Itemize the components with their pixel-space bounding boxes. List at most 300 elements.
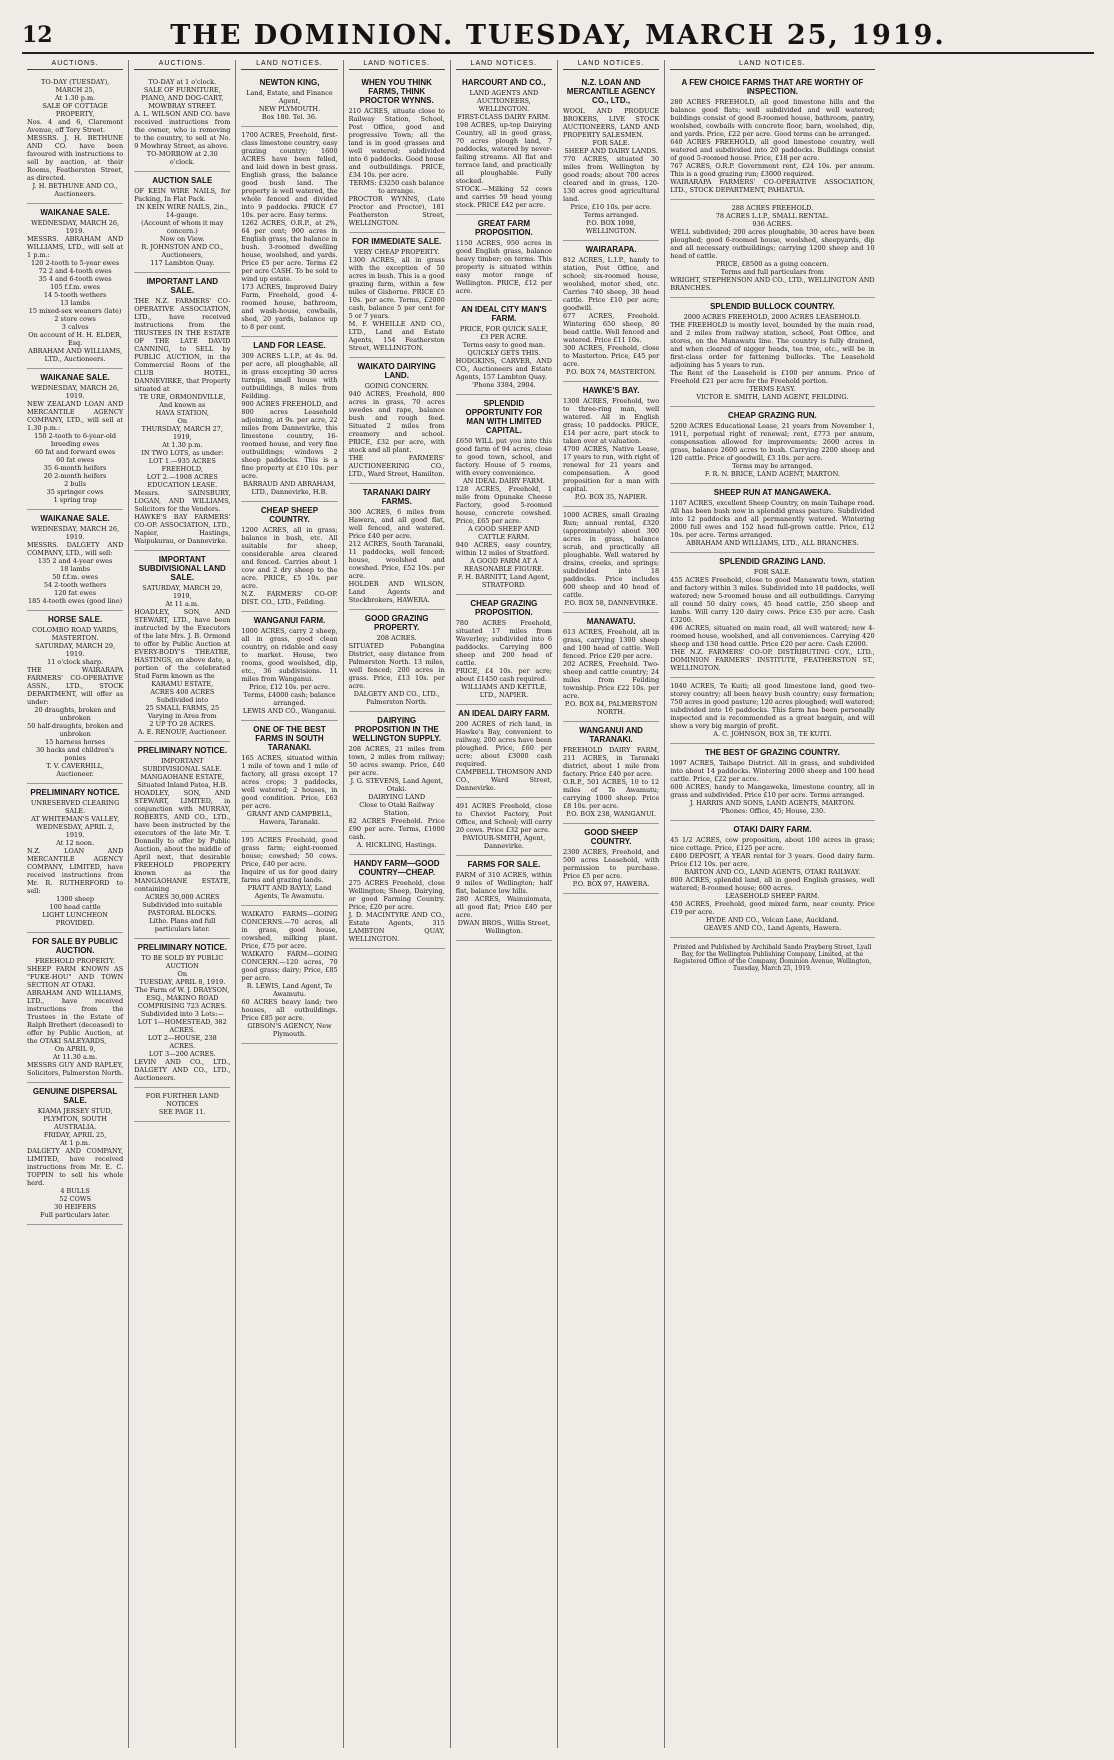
ad-text: TERMS: £3250 cash balance to arrange. [349,179,445,195]
column-heading: LAND NOTICES. [456,60,552,70]
ad-text: LOT 3—200 ACRES. [148,1050,216,1058]
ad-text: LEVIN AND CO., LTD., DALGETY AND CO., LTD., Auctioneers. [134,1058,231,1082]
ad-text: TERMS EASY. [749,385,796,393]
ad-text: 20 2-month heifers [43,472,107,480]
ad-text: TO-DAY at 1 o'clock. [148,78,217,86]
ad-text: 210 ACRES, situate close to Railway Station, School, Post Office, good and progressive Town; all the land is in good grasses and well watered; subdivided into 6 paddocks. Good house and outbuildings. PRICE, £34 10s. per acre. [348,107,445,179]
ad-text: At 1.30 p.m. [54,94,96,102]
ad-text: HOLDER AND WILSON, Land Agents and Stockbrokers, HAWERA. [348,580,445,604]
advertisement [134,74,230,172]
ad-title: CHEAP SHEEP COUNTRY. [260,506,319,524]
ad-text: 600 ACRES, handy to Mangaweka, limestone country, all in grass and subdivided. Price £10 per acre. Terms arranged. [670,783,875,799]
ad-title: HORSE SALE. [47,615,103,624]
ad-text: Terms may be arranged. [732,462,813,470]
ad-text: SALE OF COTTAGE PROPERTY, [42,102,108,118]
ad-title: AN IDEAL DAIRY FARM. [458,709,550,718]
ad-text: Subdivided into [156,696,209,704]
column-4 [344,60,451,1748]
ad-text: 30 HEIFERS [54,1203,97,1211]
ad-text: 45 1/2 ACRES, cow proposition, about 100 acres in grass; nice cottage. Price, £125 per acre. [670,836,875,852]
column-heading: LAND NOTICES. [241,60,337,70]
advertisement [134,551,230,742]
ad-text: Box 180. Tel. 36. [261,113,318,121]
ad-text: THURSDAY, MARCH 27, 1919, [141,425,223,441]
ad-text: LOT 1.—935 ACRES FREEHOLD, [148,457,216,473]
ad-text: MOWBRAY STREET. [148,102,217,110]
ad-text: SEE PAGE 11. [158,1108,206,1116]
ad-text: 18 lambs [60,565,91,573]
ad-text: 185 4-tooth ewes (good line) [27,597,123,605]
advertisement [27,510,123,611]
ad-text: PRICE, £8500 as a going concern. [715,260,829,268]
ad-text: P.O. BOX 84, PALMERSTON NORTH. [564,700,658,716]
ad-title: N.Z. LOAN AND MERCANTILE AGENCY CO., LTD., [566,78,656,105]
imprint-footer: Printed and Published by Archibald Sando Prayberg Street, Lyall Bay, for the Wellington Publishing Company, Limited, at the Registered Office of the Company, Dominion Avenue, Wellington, Tuesday, March 25, 1919. [673,944,872,972]
advertisement [563,382,659,507]
ad-text: HYDE AND CO., Volcan Lane, Auckland. [705,916,839,924]
ad-title: PRELIMINARY NOTICE. [30,788,120,797]
ad-text: HAWKE'S BAY FARMERS' CO-OP. ASSOCIATION, LTD., Napier, Hastings, Waipukurau, or Dannevirke. [134,513,231,545]
ad-text: MESSRS GUY AND RAPLEY, Solicitors, Palmerston North. [27,1061,124,1077]
ad-title: WAIKANAE SALE. [40,373,110,382]
ad-text: 11 o'clock sharp. [47,658,104,666]
ad-text: Terms, £4000 cash; balance arranged. [243,691,336,707]
ad-text: 1300 ACRES, all in grass with the exception of 50 acres in bush. This is a good grazing farm, within a few miles of Gisborne. PRICE £5 10s. per acre. Terms, £2000 cash, balance 5 per cent for 5 or 7 years. [348,256,445,320]
ad-text: Terms and full particulars from [720,268,824,276]
ad-text: DAIRYING LAND [368,793,426,801]
advertisement [670,553,874,678]
ad-text: Price, £12 10s. per acre. [248,683,331,691]
ad-text: 150 2-tooth to 6-year-old breeding ewes [34,432,117,448]
ad-text: At 11.30 a.m. [53,1053,98,1061]
ad-text: WEDNESDAY, MARCH 26, 1919. [31,525,120,541]
ad-text: 50 half-draughts, broken and unbroken [27,722,124,738]
ad-text: WAIKATO FARMS—GOING CONCERNS.—70 acres, all in grass, good house, cowshed, milking plant. Price, £75 per acre. [241,910,338,950]
ad-text: 1300 sheep [56,895,95,903]
ad-text: VERY CHEAP PROPERTY. [354,248,440,256]
ad-text: 455 ACRES Freehold, close to good Manawatu town, station and factory within 3 miles. Subdivided into 18 paddocks, well watered; new 5-roomed house and all outbuildings. Carrying all round 50 dairy cows, 45 head cattle, 250 sheep and lambs. Will carry 120 dairy cows. Price £35 per acre. Cash £3200. [670,576,875,624]
ad-text: LOT 2—HOUSE, 238 ACRES. [147,1034,217,1050]
ad-text: IN KEIN WIRE NAILS, 2in., 14-gauge. [136,203,228,219]
ad-text: PRATT AND BAYLY, Land Agents, Te Awamutu. [247,884,332,900]
advertisement [349,233,445,358]
ad-title: AN IDEAL CITY MAN'S FARM. [461,305,547,323]
advertisement [134,172,230,273]
ad-text: MANGAOHANE ESTATE, [140,773,225,781]
ad-text: WRIGHT, STEPHENSON AND CO., LTD., WELLINGTON AND BRANCHES. [670,276,875,292]
ad-text: Close to Otaki Railway Station. [359,801,435,817]
advertisement [349,855,445,949]
ad-text: WILLIAMS AND KETTLE, LTD., NAPIER. [461,683,547,699]
ad-title: ONE OF THE BEST FARMS IN SOUTH TARANAKI. [253,725,326,752]
ad-text: HAVA STATION, [155,409,209,417]
column-5 [451,60,558,1748]
ad-text: 173 ACRES, Improved Dairy Farm, Freehold, good 4-roomed house, bathroom, and wash-house, cowbails, shed, 20 yards, balance up to 8 per cent. [241,283,338,331]
ad-text: 5200 ACRES Educational Lease, 21 years from November 1, 1911, perpetual right of renewal; rent, £773 per annum, compensation allowed for improvements; 2600 acres in grass, balance 2600 acres to bush. Carrying 2200 sheep and 120 cattle. Price of goodwill, £3 10s. per acre. [670,422,875,462]
column-heading: LAND NOTICES. [670,60,874,70]
ad-text: ABRAHAM AND WILLIAMS, LTD., Auctioneers. [28,347,123,363]
advertisement [27,74,123,204]
ad-text: AT WHITEMAN'S VALLEY, [31,815,120,823]
ad-text: Subdivided into suitable PASTORAL BLOCKS. [142,901,223,917]
ad-text: On [177,970,188,978]
advertisement [670,678,874,744]
ad-text: VICTOR E. SMITH, LAND AGENT, FEILDING. [696,393,849,401]
ad-text: 72 2 and 4-tooth ewes [38,267,112,275]
ad-text: SATURDAY, MARCH 29, 1919, [142,584,223,600]
ad-text: 770 ACRES, situated 30 miles from Wellington by good roads; about 700 acres cleared and in grass, 120-130 acres good agricultural land. [562,155,660,203]
ad-text: P.O. BOX 1098, WELLINGTON. [585,219,637,235]
advertisement [563,241,659,382]
ad-text: ABRAHAM AND WILLIAMS, LTD., ALL BRANCHES. [686,539,859,547]
ad-text: 767 ACRES, O.R.P. Government rent, £24 10s. per annum. This is a good grazing run; £3000 required. [670,162,875,178]
ad-title: WHEN YOU THINK FARMS, THINK PROCTOR WYNNS. [359,78,434,105]
advertisement [563,613,659,722]
ad-text: WEDNESDAY, MARCH 26, 1919. [31,219,120,235]
ad-text: 35 4 and 6-tooth ewes [38,275,112,283]
advertisement [27,784,123,933]
ad-text: 1 spring trap [53,496,97,504]
ad-title: SPLENDID GRAZING LAND. [719,557,826,566]
ad-text: 3 calves [61,323,89,331]
advertisement [27,933,123,1083]
ad-text: Terms easy to good man. [462,341,546,349]
ad-text: A. HICKLING, Hastings. [356,841,437,849]
ad-text: WEDNESDAY, MARCH 26, 1919. [31,384,120,400]
ad-text: 491 ACRES Freehold, close to Cheviot Factory, Post Office, and School; will carry 20 cows. Price £32 per acre. [455,802,552,834]
ad-text: PRICE, FOR QUICK SALE, £3 PER ACRE. [459,325,548,341]
ad-title: PRELIMINARY NOTICE. [137,746,227,755]
ad-text: STOCK.—Milking 52 cows and carries 59 head young stock. PRICE £42 per acre. [455,185,552,209]
ad-text: 936 ACRES. [752,220,793,228]
ad-text: N.Z. LOAN AND MERCANTILE AGENCY COMPANY, LIMITED, have received instructions from Mr. R. RUTHERFORD to sell: [27,847,124,895]
ad-text: Subdivided into 3 Lots:— [140,1010,224,1018]
column-6 [558,60,665,1748]
ad-title: SHEEP RUN AT MANGAWEKA. [713,488,831,497]
ad-title: HAWKE'S BAY. [582,386,640,395]
ad-text: 60 fat ewes [56,456,95,464]
column-heading: LAND NOTICES. [349,60,445,70]
ad-text: 2 UP TO 28 ACRES. [149,720,216,728]
ad-title: WAIKANAE SALE. [40,208,110,217]
ad-text: 82 ACRES Freehold. Price £90 per acre. Terms, £1000 cash. [348,817,445,841]
ad-text: OF KEIN WIRE NAILS, for Packing, In Flat Pack. [134,187,231,203]
ad-text: P.O. BOX 74, MASTERTON. [566,368,657,376]
ad-text: Price, £10 10s. per acre. Terms arranged. [570,203,652,219]
ad-text: 117 Lambton Quay. [150,259,215,267]
columns-container [22,60,1094,1748]
ad-text: KIAMA JERSEY STUD, [37,1107,113,1115]
advertisement [670,821,874,938]
advertisement [241,74,337,127]
ad-text: 60 fat and forward ewes [34,448,116,456]
ad-text: 280 ACRES FREEHOLD, all good limestone hills and the balance good flats; well subdivided and well watered; buildings consist of good 8-roomed house, bathroom, pantry, woolshed, cowbails with concrete floor, barn, woolshed, dip, and yards. Price, £22 per acre. Good terms can be arranged. [670,98,875,138]
ad-text: PLYMTON, SOUTH AUSTRALIA. [43,1115,107,1131]
ad-title: GREAT FARM PROPOSITION. [474,219,533,237]
advertisement [349,358,445,484]
ad-text: A GOOD SHEEP AND CATTLE FARM. [468,525,540,541]
column-7 [665,60,879,1748]
ad-text: P.O. BOX 238, WANGANUI. [566,810,657,818]
ad-text: LEASEHOLD SHEEP FARM. [725,892,820,900]
ad-text: 52 COWS [59,1195,91,1203]
ad-text: F. H. BARNITT, Land Agent, STRATFORD. [457,573,550,589]
ad-text: BARRAUD AND ABRAHAM, LTD., Dannevirke, H.B. [243,480,336,496]
ad-text: TO-MORROW at 2.30 o'clock. [146,150,218,166]
ad-text: 780 ACRES Freehold, situated 17 miles from Waverley; subdivided into 6 paddocks. Carrying 800 sheep and 200 head of cattle. [455,619,552,667]
ad-text: NEW ZEALAND LOAN AND MERCANTILE AGENCY COMPANY, LTD., will sell at 1.30 p.m.: [27,400,124,432]
advertisement [241,721,337,832]
ad-text: 677 ACRES, Freehold. Wintering 650 sheep, 80 head cattle. Well fenced and watered. Price £11 10s. [562,312,660,344]
ad-title: THE BEST OF GRAZING COUNTRY. [704,748,840,757]
ad-text: THE FREEHOLD is mostly level, bounded by the main road, and 2 miles from railway station, school, Post Office, and stores, on the Manawatu line. The country is fully drained, and when cleared of nigger heads, tea tree, etc., will be in first-class order for fattening bullocks. The Leasehold adjoining has 5 years to run. [670,321,875,369]
ad-text: J. HARRIS AND SONS, LAND AGENTS, MARTON. [689,799,855,807]
advertisement [349,74,445,233]
advertisement [563,74,659,241]
ad-title: GOOD GRAZING PROPERTY. [364,614,429,632]
ad-text: 78 ACRES L.I.P., SMALL RENTAL. [715,212,830,220]
ad-text: IMPORTANT SUBDIVISIONAL SALE. [142,757,222,773]
advertisement [563,507,659,613]
ad-text: 1040 ACRES, Te Kuiti; all good limestone land, good two-storey country; all been heavy bush country; easy formation; 750 acres in good pasture; 120 acres ploughed; well watered; subdivided into 16 paddocks. This farm has been personally inspected and is recommended as a great bargain, and will show a very big margin of profit. [670,682,875,730]
ad-text: 20 draughts, broken and unbroken [34,706,116,722]
ad-text: FOR SALE. [592,139,630,147]
ad-text: (Account of whom it may concern.) [141,219,224,235]
ad-text: 13 lambs [60,299,91,307]
ad-text: 940 ACRES, easy country, within 12 miles of Stratford. [455,541,552,557]
ad-text: 1262 ACRES, O.R.P., at 2%, 64 per cent; 900 acres in English grass, the balance in bush. 3-roomed dwelling house, woolshed, and yards. Price £5 per acre. Terms £2 per acre CASH. To be sold to wind up estate. [241,219,338,283]
ad-text: Now on View. [159,235,205,243]
ad-text: Full particulars later. [40,1211,111,1219]
ad-text: 15 mixed-sex weaners (late) [28,307,122,315]
ad-text: COLOMBO ROAD YARDS, MASTERTON. [32,626,119,642]
ad-text: Varying in Area from [147,712,217,720]
ad-text: R. JOHNSTON AND CO., Auctioneers, [141,243,224,259]
ad-text: 2300 ACRES, Freehold, and 500 acres Leasehold, with permission to purchase. Price £5 per acre. [562,848,660,880]
ad-text: 15 harness horses [45,738,106,746]
ad-title: IMPORTANT LAND SALE. [146,277,218,295]
ad-text: F. R. N. BRICE, LAND AGENT, MARTON. [704,470,840,478]
ad-text: WOOL AND PRODUCE BROKERS, LIVE STOCK AUCTIONEERS, LAND AND PROPERTY SALESMEN. [562,107,660,139]
ad-text: TO-DAY (TUESDAY), MARCH 25, [41,78,110,94]
ad-text: At 11 a.m. [165,600,200,608]
column-heading: AUCTIONS. [134,60,230,70]
ad-title: CHEAP GRAZING RUN. [728,411,817,420]
ad-text: GOING CONCERN. [364,382,429,390]
ad-text: UNRESERVED CLEARING SALE. [30,799,120,815]
ad-text: FOR SALE. [753,568,791,576]
ad-text: FREEHOLD PROPERTY. [35,957,116,965]
ad-text: A. C. JOHNSON, BOX 38, TE KUITI. [713,730,832,738]
ad-text: Litho. Plans and full particulars later. [149,917,216,933]
ad-text: TO BE SOLD BY PUBLIC AUCTION [141,954,224,970]
ad-text: A GOOD FARM AT A REASONABLE FIGURE. [463,557,544,573]
ad-text: 'Phone 3384, 2904. [472,381,536,389]
advertisement [563,722,659,824]
ad-text: The Farm of W. J. DRAYSON, ESQ., MAKINO ROAD [135,986,230,1002]
ad-text: 208 ACRES, 21 miles from town, 2 miles from railway; 50 acres swamp. Price, £40 per acre. [348,745,445,777]
ad-text: 496 ACRES, situated on main road, all well watered; new 4-roomed house, woolshed, and all conveniences. Carrying 420 sheep and 130 head cattle. Price £20 per acre. Cash £2000. [670,624,875,648]
advertisement [670,200,874,298]
ad-title: AUCTION SALE [152,176,213,185]
ad-text: FOR FURTHER LAND NOTICES [145,1092,219,1108]
ad-text: COMPRISING 723 ACRES. [137,1002,227,1010]
ad-text: 1107 ACRES, excellent Sheep Country, on main Taihape road. All has been bush now in splendid grass pasture. Subdivided into 12 paddocks and all permanently watered. Wintering 2000 full ewes and 152 head full-grown cattle. Price, £12 10s. per acre. Terms arranged. [670,499,875,539]
advertisement [456,595,552,705]
ad-text: 288 ACRES FREEHOLD. [731,204,814,212]
advertisement [134,742,230,939]
ad-text: J. G. STEVENS, Land Agent, Otaki. [350,777,443,793]
ad-text: A. E. RENOUF, Auctioneer. [137,728,227,736]
column-3 [236,60,343,1748]
ad-text: WEDNESDAY, APRIL 2, 1919. [36,823,115,839]
ad-text: 30 hacks and children's ponies [36,746,115,762]
ad-text: T. V. CAVERHILL, Auctioneer. [46,762,104,778]
ad-title: WANGANUI AND TARANAKI. [579,726,643,744]
advertisement [456,395,552,595]
ad-text: CAMPBELL THOMSON AND CO., Ward Street, Dannevirke. [455,768,552,792]
ad-text: Messrs. SAINSBURY, LOGAN, AND WILLIAMS, Solicitors for the Vendors. [134,489,231,513]
ad-text: J. H. BETHUNE AND CO., Auctioneers. [32,182,118,198]
ad-text: On account of H. H. ELDER, Esq. [28,331,122,347]
ad-text: PRICE, £4 10s. per acre; about £1450 cash required. [455,667,552,683]
ad-text: 2000 ACRES FREEHOLD, 2000 ACRES LEASEHOLD. [683,313,862,321]
ad-text: ACRES 400 ACRES [150,688,215,696]
ad-text: LEWIS AND CO., Wanganui. [242,707,337,715]
ad-text: 195 ACRES Freehold, good grass farm; eight-roomed house; cowshed; 50 cows. Price, £40 per acre. [241,836,338,868]
ad-text: GRANT AND CAMPBELL, Hawera, Taranaki. [246,810,333,826]
ad-text: ABRAHAM AND WILLIAMS, LTD., have received instructions from the Trustees in the Estate of Ralph Brethert (deceased) to offer by Public Auction, at the OTAKI SALEYARDS, [27,989,124,1045]
ad-text: N.Z. FARMERS' CO-OP. DIST. CO., LTD., Feilding. [241,590,338,606]
ad-text: THE N.Z. FARMERS' CO-OPERATIVE ASSOCIATION, LTD., have received instructions from the TRUSTEES IN THE ESTATE OF THE LATE DAVID CANNING, to SELL by PUBLIC AUCTION, in the Commercial Room of the CLUB HOTEL, DANNEVIRKE, that Property situated at [134,297,231,393]
advertisement [241,612,337,721]
advertisement [241,127,337,337]
advertisement [27,611,123,784]
ad-title: CHEAP GRAZING PROPOSITION. [470,599,538,617]
ad-text: LOT 1—HOMESTEAD, 382 ACRES. [137,1018,227,1034]
advertisement [134,273,230,551]
advertisement [349,484,445,610]
ad-text: GIBSON'S AGENCY, New Plymouth. [247,1022,332,1038]
ad-text: TE URE, ORMONDVILLE, [139,393,226,401]
advertisement [670,484,874,553]
ad-text: 812 ACRES, L.I.P., handy to station, Post Office, and school; six-roomed house, woolshed, motor shed, etc. Carries 740 sheep, 30 head cattle. Price £10 per acre; goodwill. [562,256,660,312]
advertisement [456,856,552,941]
ad-text: And known as [159,401,206,409]
ad-text: 135 2 and 4-year ewes [37,557,113,565]
ad-text: 208 ACRES. [376,634,417,642]
ad-text: 35 6-month heifers [43,464,107,472]
advertisement [134,1088,230,1122]
ad-text: 1150 ACRES, 950 acres in good English grass, balance heavy timber; on terms. This property is situated within easy motor range of Wellington. PRICE, £12 per acre. [455,239,552,295]
advertisement [241,906,337,1044]
ad-text: 105 f.f.m. ewes [50,283,101,291]
ad-text: M. F. WHEILLE AND CO., LTD., Land and Estate Agents, 154 Featherston Street, WELLINGTON. [348,320,445,352]
ad-title: TARANAKI DAIRY FARMS. [362,488,431,506]
advertisement [563,824,659,894]
ad-text: SHEEP FARM KNOWN AS "FUKE-HOU" AND TOWN SECTION AT OTAKI. [27,965,124,989]
ad-text: 4 BULLS [60,1187,90,1195]
ad-text: 300 ACRES, Freehold, close to Masterton. Price, £45 per acre. [562,344,660,368]
ad-text: 120 2-tooth to 5-year ewes [30,259,120,267]
ad-title: A FEW CHOICE FARMS THAT ARE WORTHY OF INSPECTION. [681,78,864,96]
column-heading: AUCTIONS. [27,60,123,70]
ad-text: DALGETY AND CO., LTD., Palmerston North. [353,690,440,706]
column-2 [129,60,236,1748]
ad-text: IN TWO LOTS, as under: [141,449,224,457]
ad-text: 202 ACRES, Freehold. Two-sheep and cattle country; 24 miles from Feilding township. Price £22 10s. per acre. [562,660,660,700]
ad-text: 25 SMALL FARMS, 25 [145,704,220,712]
advertisement [670,298,874,407]
ad-text: FREEHOLD DAIRY FARM, 211 ACRES, in Taranaki district, about 1 mile from factory. Price £40 per acre. [562,746,660,778]
ad-text: 60 ACRES heavy land; two houses, all outbuildings. Price £85 per acre. [241,998,338,1022]
advertisement [27,369,123,510]
ad-text: HOADLEY, SON, AND STEWART, LIMITED, in conjunction with MURRAY, ROBERTS, AND CO., LTD., have been instructed by the executors of the late Mr. T. Donnelly to offer by Public Auction, about the middle of April next, that desirable FREEHOLD PROPERTY known as the MANGAOHANE ESTATE, containing [134,789,231,893]
advertisement [134,939,230,1088]
ad-text: MESSRS. J. H. BETHUNE AND CO. have been favoured with instructions to sell by auction, at their Rooms, Featherston Street, as directed. [27,134,124,182]
ad-text: 640 ACRES FREEHOLD, all good limestone country, well watered and subdivided into 20 paddocks. Buildings consist of good 5-roomed house. Price, £18 per acre. [670,138,875,162]
ad-text: 35 springer cows [46,488,104,496]
advertisement [241,502,337,612]
ad-text: 275 ACRES Freehold, close Wellington; Sheep, Dairying, or good Farming Country. Price, £20 per acre. [348,879,445,911]
ad-text: At 1.30 p.m. [162,441,203,449]
ad-title: FOR IMMEDIATE SALE. [352,237,442,246]
ad-text: 54 2-tooth wethers [43,581,107,589]
ad-text: LIGHT LUNCHEON PROVIDED. [42,911,108,927]
advertisement [241,832,337,906]
ad-text: 309 ACRES L.I.P., at 4s. 9d. per acre, all ploughable, all in grass excepting 30 acres turnips, small house with outbuildings, 8 miles from Feilding. [241,352,338,400]
ad-text: HOADLEY, SON, AND STEWART, LTD., have been instructed by the Executors of the late Mrs. J. B. Ormond to offer by Public Auction at EVERY-BODY'S THEATRE, HASTINGS, on above date, a portion of the celebrated Stud Farm known as the [134,608,231,680]
ad-text: THE FARMERS' AUCTIONEERING CO., LTD., Ward Street, Hamilton. [348,454,445,478]
advertisement [456,215,552,301]
ad-text: 14 5-tooth wethers [43,291,107,299]
advertisement [456,301,552,395]
ad-text: 900 ACRES FREEHOLD, and 800 acres Leasehold adjoining, at 9s. per acre, 22 miles from Dannevirke, this limestone country, 16-roomed house, and very fine outbuildings; windows 2 sheep paddocks. This is a fine property at £10 10s. per acre. [241,400,338,480]
advertisement [241,337,337,502]
ad-text: FRIDAY, APRIL 25, [43,1131,107,1139]
ad-text: The Rent of the Leasehold is £100 per annum. Price of Freehold £21 per acre for the Freehold portion. [670,369,875,385]
ad-title: GOOD SHEEP COUNTRY. [584,828,638,846]
ad-text: 940 ACRES, Freehold, 800 acres in grass, 70 acres swedes and rape, balance bush and rough feed. Situated 2 miles from creamery and school. PRICE, £32 per acre, with stock and all plant. [348,390,445,454]
ad-text: LAND AGENTS AND AUCTIONEERS, WELLINGTON. [469,89,539,113]
ad-text: Inquire of us for good dairy farms and grazing lands. [241,868,338,884]
ad-text: P.O. BOX 35, NAPIER. [574,493,648,501]
advertisement [349,712,445,855]
ad-text: 100 head cattle [49,903,101,911]
ad-title: WAIRARAPA. [585,245,637,254]
ad-title: HARCOURT AND CO., [462,78,546,87]
ad-text: 50 f.f.m. ewes [52,573,98,581]
column-heading: LAND NOTICES. [563,60,659,70]
advertisement [27,1083,123,1225]
advertisement [27,204,123,369]
ad-title: DAIRYING PROPOSITION IN THE WELLINGTON SUPPLY. [352,716,441,743]
ad-text: QUICKLY GETS THIS. [467,349,541,357]
ad-text: 2 store cows [54,315,96,323]
advertisement [349,610,445,712]
ad-title: SPLENDID BULLOCK COUNTRY. [710,302,835,311]
ad-text: 128 ACRES, Freehold, 1 mile from Opunake Cheese Factory, good 5-roomed house, concrete cowshed. Price, £65 per acre. [455,485,552,525]
ad-text: 1000 ACRES, carry 2 sheep, all in grass, good clean country, on ridable and easy to market. House, two rooms, good woolshed, dip, etc., 36 subdivisions. 11 miles from Wanganui. [241,627,338,683]
ad-text: 1000 ACRES, small Grazing Run; annual rental, £320 (approximately) about 300 acres in grass, balance scrub, and practically all ploughable. Well watered by drains, creeks, and springs; subdivided into 18 paddocks. Price includes 600 sheep and 40 head of cattle. [562,511,660,599]
ad-title: LAND FOR LEASE. [253,341,326,350]
advertisement [456,705,552,798]
ad-title: WANGANUI FARM. [253,616,326,625]
ad-text: 1200 ACRES, all in grass; balance in bush, etc. All suitable for sheep, considerable area cleared and fenced. Carries about 1 cow and 2 dry sheep to the acre. PRICE, £5 10s. per acre. [241,526,338,590]
ad-text: 800 ACRES, splendid land, all in good English grasses, well watered; 8-roomed house; 600 acres. [670,876,875,892]
ad-text: 2 bulls [64,480,87,488]
ad-text: ACRES 30,000 ACRES [145,893,220,901]
